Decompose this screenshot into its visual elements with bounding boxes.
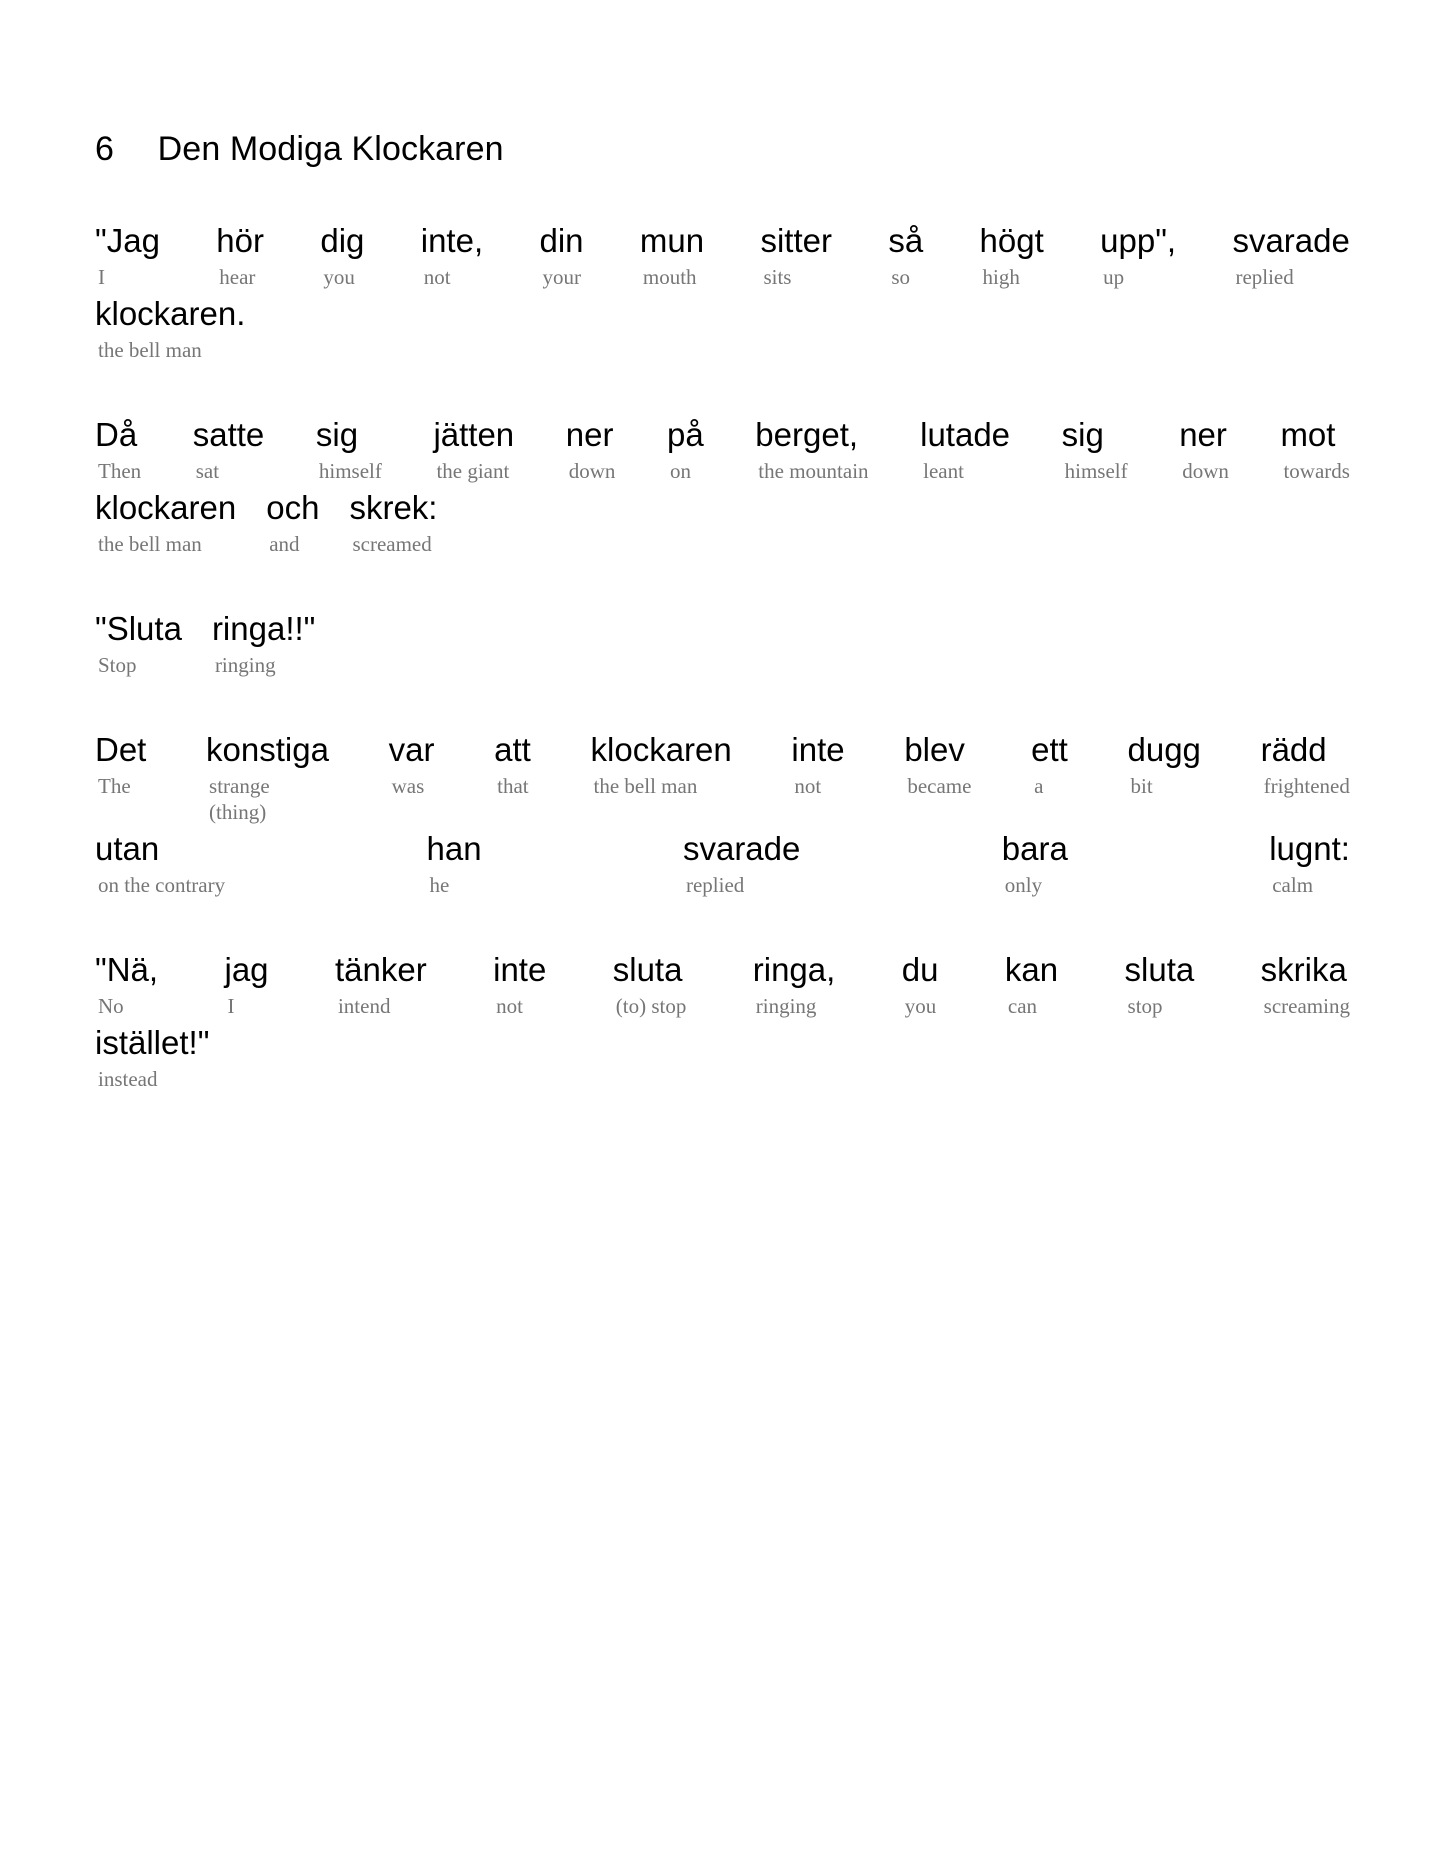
gloss-word: frightened (1263, 774, 1350, 798)
source-word: klockaren. (95, 295, 246, 332)
source-word: Då (95, 416, 138, 453)
gloss-word-pair (980, 221, 1044, 290)
gloss-word-pair (216, 221, 264, 290)
gloss-word-pair (95, 488, 236, 557)
gloss-word: the bell man (593, 774, 698, 798)
gloss-word-pair (316, 415, 382, 484)
gloss-line (95, 730, 1350, 825)
gloss-word-pair (667, 415, 704, 484)
gloss-word-pair (1062, 415, 1128, 484)
gloss-word-pair (95, 829, 225, 898)
gloss-word: I (98, 265, 105, 289)
gloss-word-pair (683, 829, 800, 898)
source-word: Det (95, 731, 147, 768)
source-word: högt (979, 222, 1044, 259)
gloss-word-pair (1269, 829, 1350, 898)
source-word: skrek: (349, 489, 438, 526)
gloss-word: the mountain (758, 459, 869, 483)
page-title: 6 Den Modiga Klockaren (95, 130, 504, 168)
gloss-word-pair (433, 415, 514, 484)
gloss-word: leant (923, 459, 964, 483)
gloss-word: the giant (436, 459, 510, 483)
source-word: din (539, 222, 584, 259)
source-word: lugnt: (1269, 830, 1350, 867)
gloss-word-pair (640, 221, 704, 290)
source-word: sig (315, 416, 359, 453)
source-word: "Sluta (95, 610, 182, 647)
source-word: dig (320, 222, 365, 259)
gloss-word-pair (539, 221, 583, 290)
gloss-word-pair (902, 950, 939, 1019)
gloss-word-pair (95, 950, 158, 1019)
gloss-word-pair (1005, 950, 1058, 1019)
gloss-word-pair (760, 221, 832, 290)
gloss-word-pair (1100, 221, 1176, 290)
gloss-word-pair (389, 730, 435, 799)
gloss-word-pair (95, 1023, 209, 1092)
gloss-word-pair (1179, 415, 1229, 484)
source-word: sluta (1124, 951, 1195, 988)
source-word: "Nä, (95, 951, 159, 988)
source-word: ringa!!" (211, 610, 316, 647)
source-word: svarade (682, 830, 801, 867)
gloss-word-pair (1261, 950, 1350, 1019)
gloss-line (95, 415, 1350, 484)
gloss-word: screaming (1263, 994, 1350, 1018)
gloss-word: the bell man (98, 532, 202, 556)
gloss-word-pair (320, 221, 364, 290)
gloss-word-pair (95, 221, 160, 290)
gloss-word-pair (753, 950, 836, 1019)
gloss-word: stop (1127, 994, 1163, 1018)
source-word: sig (1061, 416, 1104, 453)
gloss-word-pair (493, 950, 546, 1019)
gloss-word-pair (1280, 415, 1350, 484)
source-word: inte (493, 951, 547, 988)
gloss-word: not (423, 265, 451, 289)
gloss-word: replied (1235, 265, 1294, 289)
gloss-word: up (1103, 265, 1125, 289)
source-word: hör (216, 222, 264, 259)
gloss-line (95, 488, 1350, 557)
source-word: att (494, 731, 531, 768)
gloss-word: on the contrary (98, 873, 226, 897)
sentence-block (95, 950, 1350, 1092)
gloss-word: replied (685, 873, 745, 897)
gloss-word-pair (791, 730, 844, 799)
gloss-word: down (568, 459, 616, 483)
gloss-word: strange (209, 774, 270, 798)
gloss-word: sat (195, 459, 220, 483)
gloss-word: a (1034, 774, 1044, 798)
gloss-word: The (98, 774, 131, 798)
source-word: var (388, 731, 435, 768)
source-word: ner (565, 416, 614, 453)
gloss-line (95, 294, 1350, 363)
source-word: utan (95, 830, 160, 867)
gloss-word-pair (904, 730, 971, 799)
source-word: du (901, 951, 939, 988)
source-word: lutade (920, 416, 1011, 453)
gloss-word: and (269, 532, 300, 556)
gloss-word: Then (98, 459, 142, 483)
source-word: och (266, 489, 320, 526)
gloss-word-continuation: (thing) (209, 800, 267, 824)
interlinear-text-body (95, 221, 1350, 1092)
sentence-block (95, 221, 1350, 363)
gloss-word-pair (1127, 730, 1200, 799)
gloss-word: can (1007, 994, 1038, 1018)
source-word: bara (1001, 830, 1068, 867)
source-word: satte (192, 416, 265, 453)
gloss-word: mouth (642, 265, 697, 289)
source-word: ett (1031, 731, 1068, 768)
gloss-word: your (542, 265, 581, 289)
source-word: klockaren (95, 489, 237, 526)
source-word: rädd (1260, 731, 1327, 768)
gloss-word: became (907, 774, 972, 798)
source-word: tänker (334, 951, 427, 988)
gloss-word-pair (349, 488, 437, 557)
source-word: sluta (612, 951, 683, 988)
gloss-word-pair (888, 221, 923, 290)
gloss-word: calm (1272, 873, 1314, 897)
gloss-line (95, 1023, 1350, 1092)
gloss-word: (to) stop (615, 994, 687, 1018)
gloss-word: not (794, 774, 822, 798)
gloss-word: screamed (352, 532, 432, 556)
gloss-word-pair (427, 829, 482, 898)
gloss-word-pair (95, 294, 245, 363)
gloss-word-pair (95, 730, 146, 799)
gloss-word: hear (219, 265, 256, 289)
gloss-word-pair (212, 609, 315, 678)
sentence-block (95, 730, 1350, 898)
source-word: sitter (760, 222, 832, 259)
gloss-word: ringing (755, 994, 817, 1018)
gloss-word-pair (1232, 221, 1349, 290)
gloss-line (95, 950, 1350, 1019)
gloss-word: I (227, 994, 235, 1018)
source-word: inte (791, 731, 845, 768)
gloss-word-pair (755, 415, 868, 484)
source-word: mun (639, 222, 705, 259)
source-word: inte, (420, 222, 484, 259)
gloss-word: himself (318, 459, 382, 483)
gloss-word: he (429, 873, 450, 897)
source-word: ringa, (752, 951, 836, 988)
gloss-word-pair (421, 221, 483, 290)
gloss-line (95, 221, 1350, 290)
source-word: jätten (433, 416, 515, 453)
source-word: blev (904, 731, 965, 768)
gloss-line (95, 829, 1350, 898)
gloss-word-pair (920, 415, 1010, 484)
source-word: mot (1280, 416, 1336, 453)
source-word: på (667, 416, 704, 453)
gloss-word: you (323, 265, 355, 289)
source-word: så (888, 222, 924, 259)
source-word: klockaren (590, 731, 732, 768)
gloss-word: towards (1283, 459, 1350, 483)
gloss-word-pair (1002, 829, 1068, 898)
gloss-word: intend (337, 994, 391, 1018)
gloss-word-pair (225, 950, 269, 1019)
gloss-word-pair (1261, 730, 1350, 799)
gloss-word: sits (763, 265, 792, 289)
gloss-word-pair (206, 730, 329, 825)
gloss-word: ringing (214, 653, 276, 677)
gloss-word-pair (95, 415, 141, 484)
gloss-word: was (391, 774, 425, 798)
gloss-word-pair (591, 730, 732, 799)
gloss-word-pair (1125, 950, 1195, 1019)
gloss-word: not (496, 994, 523, 1018)
source-word: upp", (1100, 222, 1177, 259)
source-word: "Jag (95, 222, 160, 259)
gloss-word: so (891, 265, 911, 289)
gloss-word: on (670, 459, 691, 483)
gloss-word-pair (95, 609, 182, 678)
gloss-word: the bell man (98, 338, 202, 362)
sentence-block (95, 415, 1350, 557)
source-word: dugg (1127, 731, 1201, 768)
gloss-word-pair (566, 415, 616, 484)
gloss-word: himself (1064, 459, 1128, 483)
gloss-line (95, 609, 1350, 678)
source-word: svarade (1232, 222, 1350, 259)
gloss-word-pair (613, 950, 687, 1019)
source-word: istället!" (95, 1024, 210, 1061)
sentence-block (95, 609, 1350, 678)
source-word: kan (1004, 951, 1059, 988)
gloss-word: that (497, 774, 529, 798)
gloss-word: high (982, 265, 1020, 289)
source-word: berget, (755, 416, 859, 453)
gloss-word-pair (494, 730, 531, 799)
source-word: konstiga (206, 731, 329, 768)
gloss-word: down (1182, 459, 1229, 483)
gloss-word-pair (266, 488, 319, 557)
source-word: jag (224, 951, 269, 988)
source-word: skrika (1260, 951, 1347, 988)
gloss-word-pair (1031, 730, 1068, 799)
source-word: ner (1179, 416, 1227, 453)
source-word: han (426, 830, 482, 867)
gloss-word-pair (335, 950, 427, 1019)
gloss-word-pair (193, 415, 265, 484)
gloss-word: only (1004, 873, 1043, 897)
gloss-word: No (98, 994, 124, 1018)
gloss-word: you (904, 994, 937, 1018)
gloss-word: instead (98, 1067, 158, 1091)
gloss-word: Stop (98, 653, 137, 677)
gloss-word: bit (1130, 774, 1153, 798)
